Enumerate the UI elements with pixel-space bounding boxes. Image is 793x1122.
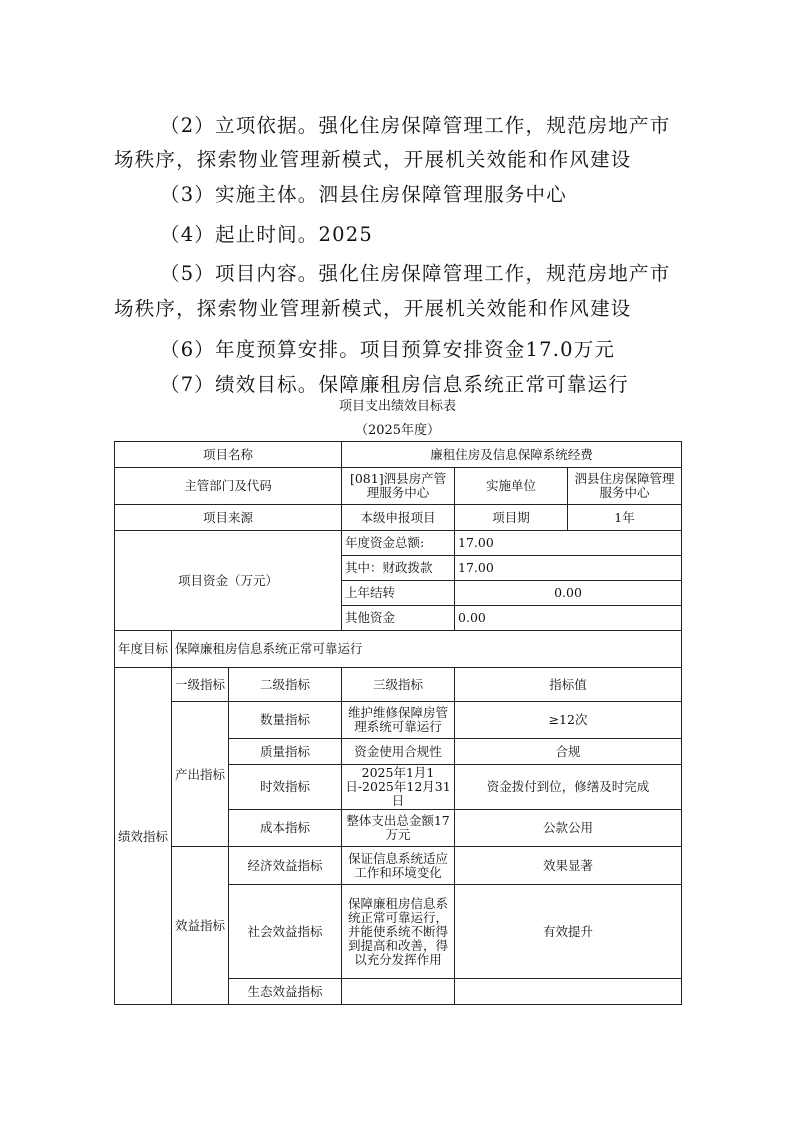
header-level2: 二级指标 <box>229 668 342 702</box>
total-value: 17.00 <box>455 531 682 556</box>
project-name-label: 项目名称 <box>115 442 342 468</box>
project-name-value: 廉租住房及信息保障系统经费 <box>342 442 682 468</box>
table-row-value: 效果显著 <box>455 847 682 885</box>
annual-goal-label: 年度目标 <box>115 631 172 668</box>
header-level1: 一级指标 <box>172 668 229 702</box>
table-row-value: 合规 <box>455 739 682 765</box>
fiscal-value: 17.00 <box>455 556 682 581</box>
header-value: 指标值 <box>455 668 682 702</box>
paragraph-content-line1: （5）项目内容。强化住房保障管理工作，规范房地产市 <box>160 262 671 285</box>
impl-value: 泗县住房保障管理服务中心 <box>568 468 682 505</box>
other-label: 其他资金 <box>342 606 455 631</box>
table-row-value: ≥12次 <box>455 702 682 739</box>
table-row-l2: 成本指标 <box>229 810 342 847</box>
paragraph-period: （4）起止时间。2025 <box>160 223 373 246</box>
table-title: 项目支出绩效目标表 <box>338 399 456 414</box>
paragraph-goal: （7）绩效目标。保障廉租房信息系统正常可靠运行 <box>160 373 630 396</box>
table-year: （2025年度） <box>354 423 441 438</box>
header-level3: 三级指标 <box>342 668 455 702</box>
dept-label: 主管部门及代码 <box>115 468 342 505</box>
benefit-label: 效益指标 <box>172 847 229 1005</box>
paragraph-content-line2: 场秩序，探索物业管理新模式，开展机关效能和作风建设 <box>114 297 632 320</box>
carry-value: 0.00 <box>455 581 682 606</box>
table-row-l2: 经济效益指标 <box>229 847 342 885</box>
table-row-l3 <box>342 979 455 1005</box>
dept-value: [081]泗县房产管理服务中心 <box>342 468 455 505</box>
table-row-l3: 2025年1月1日-2025年12月31日 <box>342 765 455 810</box>
carry-label: 上年结转 <box>342 581 455 606</box>
table-row-l2: 时效指标 <box>229 765 342 810</box>
total-label: 年度资金总额: <box>342 531 455 556</box>
paragraph-basis-line1: （2）立项依据。强化住房保障管理工作，规范房地产市 <box>160 114 671 137</box>
fiscal-label: 其中：财政拨款 <box>342 556 455 581</box>
table-row-value: 公款公用 <box>455 810 682 847</box>
other-value: 0.00 <box>455 606 682 631</box>
period-value: 1年 <box>568 505 682 531</box>
table-row-l2: 生态效益指标 <box>229 979 342 1005</box>
source-label: 项目来源 <box>115 505 342 531</box>
source-value: 本级申报项目 <box>342 505 455 531</box>
table-row-l2: 质量指标 <box>229 739 342 765</box>
table-row-value <box>455 979 682 1005</box>
paragraph-basis-line2: 场秩序，探索物业管理新模式，开展机关效能和作风建设 <box>114 148 632 171</box>
table-row-l3: 整体支出总金额17万元 <box>342 810 455 847</box>
output-label: 产出指标 <box>172 702 229 847</box>
table-row-l3: 保障廉租房信息系统正常可靠运行，并能使系统不断得到提高和改善，得以充分发挥作用 <box>342 885 455 979</box>
annual-goal-value: 保障廉租房信息系统正常可靠运行 <box>172 631 682 668</box>
table-row-l3: 资金使用合规性 <box>342 739 455 765</box>
table-row-value: 资金拨付到位，修缮及时完成 <box>455 765 682 810</box>
table-row-l2: 社会效益指标 <box>229 885 342 979</box>
table-row-l3: 维护维修保障房管理系统可靠运行 <box>342 702 455 739</box>
performance-table <box>114 441 682 1005</box>
paragraph-budget: （6）年度预算安排。项目预算安排资金17.0万元 <box>160 338 616 361</box>
table-row-l2: 数量指标 <box>229 702 342 739</box>
impl-label: 实施单位 <box>455 468 568 505</box>
funds-label: 项目资金（万元） <box>115 531 342 631</box>
table-row-l3: 保证信息系统适应工作和环境变化 <box>342 847 455 885</box>
perf-label: 绩效指标 <box>115 668 172 1005</box>
table-row-value: 有效提升 <box>455 885 682 979</box>
paragraph-entity: （3）实施主体。泗县住房保障管理服务中心 <box>160 183 567 206</box>
period-label: 项目期 <box>455 505 568 531</box>
